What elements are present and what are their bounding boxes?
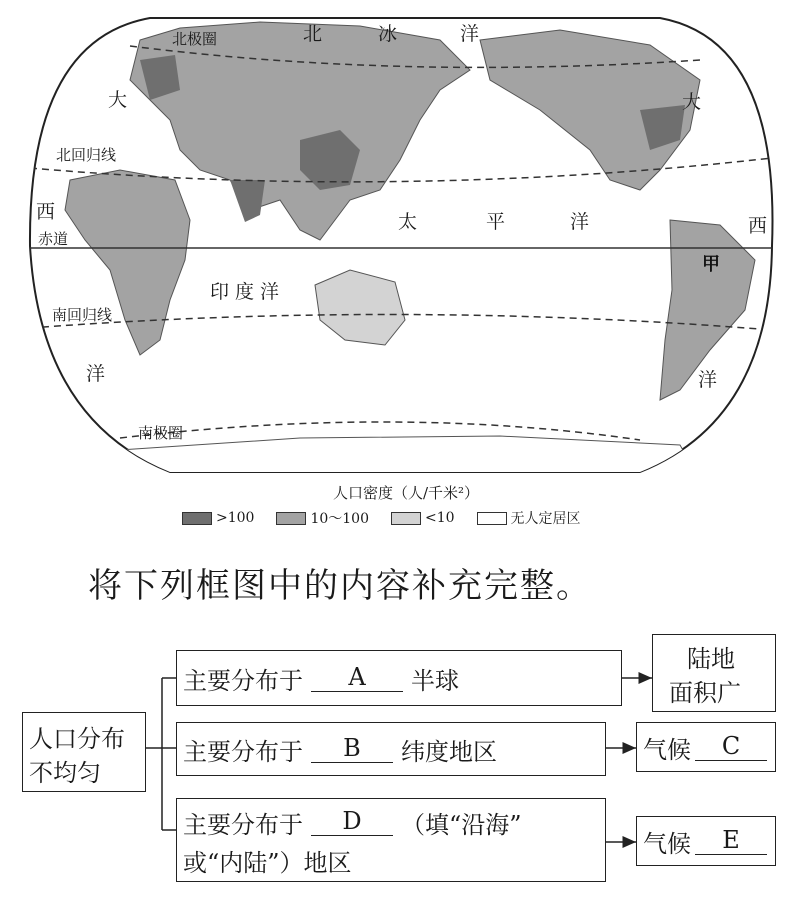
branch1-result-line2: 面积广: [669, 679, 741, 707]
legend-label-medium: 10～100: [310, 511, 369, 527]
legend-label-uninhabited: 无人定居区: [510, 511, 581, 527]
label-tropic-capricorn: 南回归线: [52, 306, 113, 324]
blank-c[interactable]: C: [695, 734, 767, 760]
blank-b[interactable]: B: [311, 736, 393, 762]
blank-e[interactable]: E: [695, 828, 767, 854]
label-antarctic-circle: 南极圈: [138, 424, 184, 442]
branch1-result-line1: 陆地: [687, 645, 735, 673]
legend-label-high: >100: [216, 510, 255, 526]
branch2-suffix: 纬度地区: [401, 738, 497, 766]
branch2-prefix: 主要分布于: [183, 738, 303, 766]
legend-label-low: <10: [425, 510, 455, 526]
legend-title: 人口密度（人/千米²）: [332, 484, 480, 502]
branch1-prefix: 主要分布于: [183, 667, 303, 695]
label-atlantic-left-1: 大: [108, 89, 128, 111]
label-equator: 赤道: [38, 230, 69, 248]
label-indian-ocean: 印度洋: [210, 281, 286, 303]
instruction-text: 将下列框图中的内容补充完整。: [88, 566, 592, 606]
label-arctic-ocean-2: 冰: [378, 23, 398, 45]
branch2-result-prefix: 气候: [643, 736, 691, 764]
blank-d[interactable]: D: [311, 809, 393, 835]
label-arctic-ocean-3: 洋: [460, 23, 480, 45]
branch3-result-prefix: 气候: [643, 830, 691, 858]
label-atlantic-right-2: 西: [748, 215, 768, 237]
label-pacific-2: 平: [486, 211, 506, 233]
label-pacific-3: 洋: [570, 211, 590, 233]
branch3-prefix: 主要分布于: [183, 811, 303, 839]
blank-a[interactable]: A: [311, 665, 403, 691]
branch1-result-box: [652, 634, 776, 712]
branch2-box: [176, 722, 606, 776]
root-line1: 人口分布: [29, 725, 125, 753]
branch2-result-box: [636, 722, 776, 772]
branch3-box: [176, 798, 606, 882]
branch1-box: [176, 650, 622, 706]
branch3-suffix: （填“沿海”: [401, 811, 522, 839]
root-line2: 不均匀: [29, 759, 101, 787]
root-box: [22, 712, 146, 792]
branch3-line2: 或“内陆”）地区: [183, 849, 352, 877]
label-atlantic-left-3: 洋: [86, 363, 106, 385]
label-arctic-circle: 北极圈: [172, 30, 218, 48]
label-atlantic-right-3: 洋: [698, 369, 718, 391]
label-atlantic-right-1: 大: [682, 91, 702, 113]
branch1-suffix: 半球: [411, 667, 459, 695]
label-arctic-ocean-1: 北: [303, 23, 323, 45]
branch3-result-box: [636, 816, 776, 866]
label-pacific-1: 太: [398, 211, 418, 233]
label-atlantic-left-2: 西: [36, 201, 56, 223]
marker-jia: 甲: [702, 254, 720, 275]
label-tropic-cancer: 北回归线: [56, 146, 117, 164]
